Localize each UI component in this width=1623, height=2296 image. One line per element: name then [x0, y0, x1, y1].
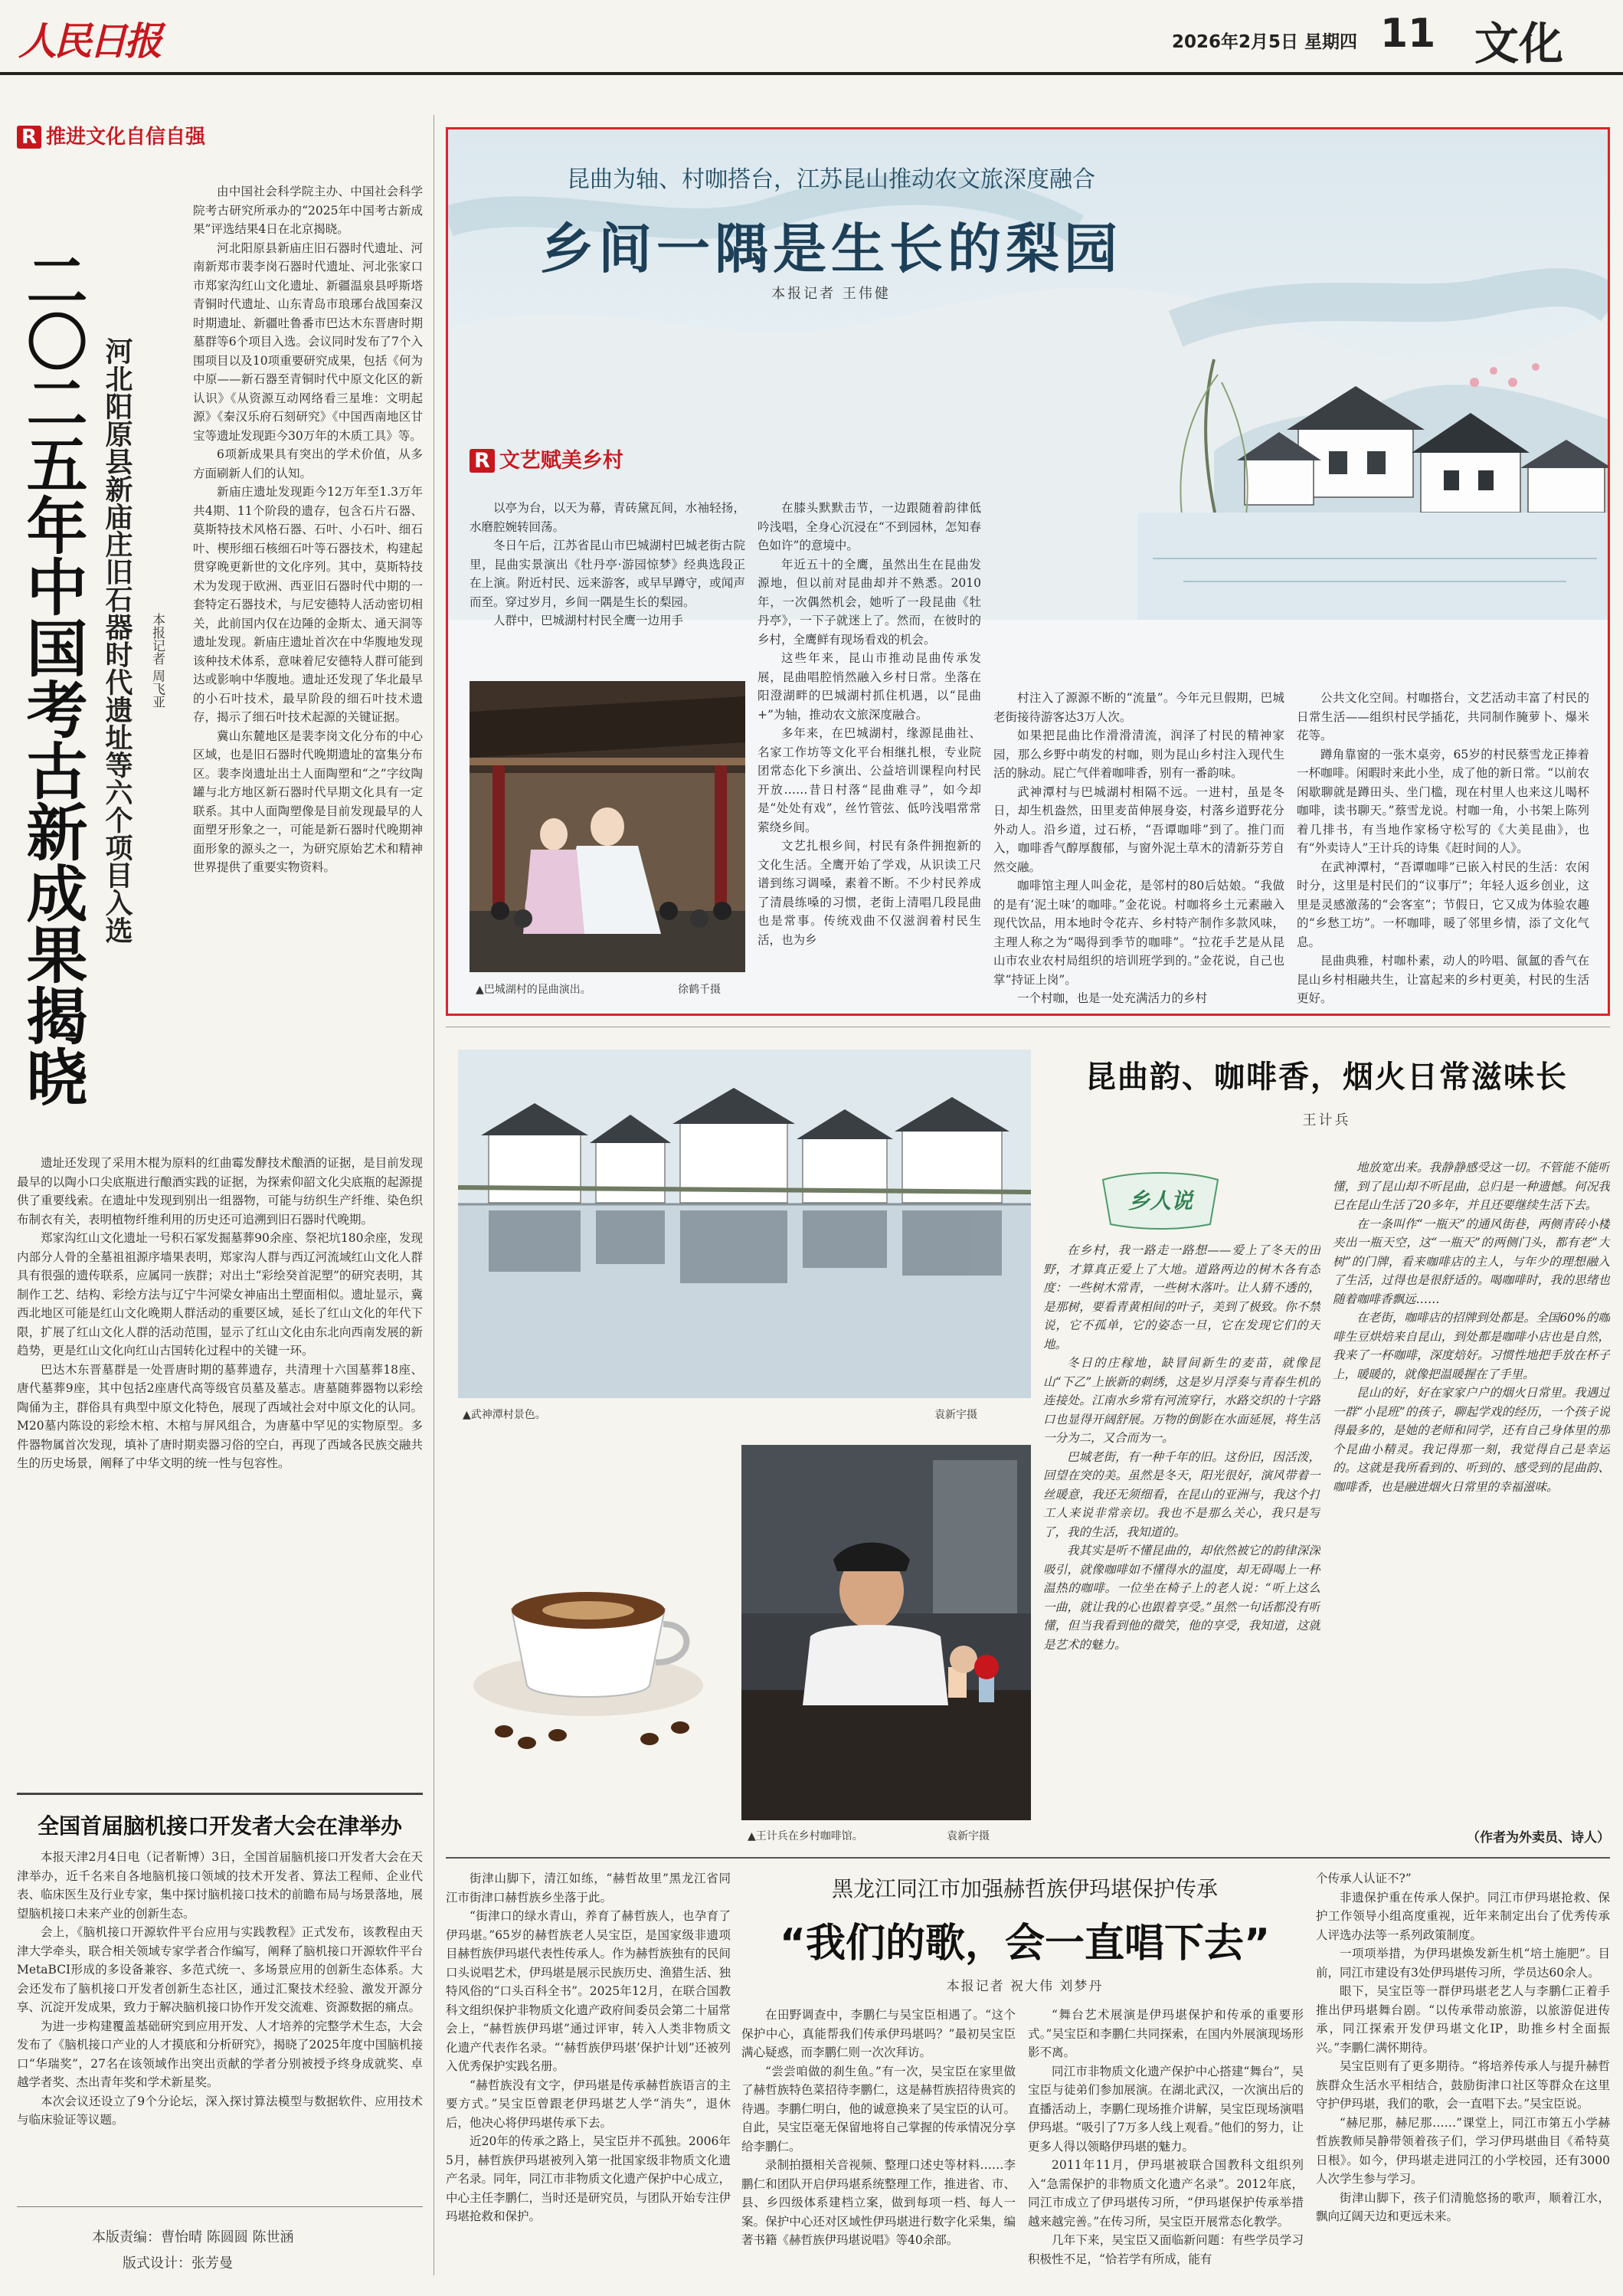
hezhe-headline: “我们的歌，会一直唱下去”: [779, 1921, 1271, 1967]
paragraph: 文艺扎根乡间，村民有条件拥抱新的文化生活。全鹰开始了学戏，从识读工尺谱到练习调嗓，素着不断。不少村民养成了清晨练嗓的习惯，老街上清唱几段昆曲也是常事。传统戏曲不仅滋润着村民生活，也为乡: [758, 839, 981, 947]
paragraph: 会上，《脑机接口开源软件平台应用与实践教程》正式发布，该教程由天津大学牵头，联合相关领域专家学者合作编写，阐释了脑机接口开源软件平台MetaBCI形成的多设备兼容、多范式统一、多场景应用的创新生态体系。大会还发布了脑机接口开发者创新生态社区，通过汇聚技术经验、激发开源分享、沉淀开发成果，致力于解决脑机接口协作开发交流难、资源数据的痛点。: [17, 1925, 423, 2014]
paragraph: 在一条叫作“一瓶天”的通风街巷，两侧青砖小楼夹出一瓶天空，这“一瓶天”的两侧门头，都有老“大树”的门牌，看来咖啡店的主人，与年少的理想融入了生活，过得也是很舒适的。喝咖啡时，我的思绪也随着咖啡香飘远……: [1333, 1217, 1610, 1306]
paragraph: 在老街，咖啡店的招牌到处都是。全国60%的咖啡生豆烘焙来自昆山，到处都是咖啡小店也是自然，我来了一杯咖啡，深度焙好。习惯性地把手放在杯子上，暖暖的，就像把温暖握在了手里。: [1333, 1311, 1610, 1381]
paragraph: 冬日午后，江苏省昆山市巴城湖村巴城老街古院里，昆曲实景演出《牡丹亭·游园惊梦》经典选段正在上演。附近村民、远来游客，或早早蹲守，或闻声而至。穿过岁月，乡间一隅是生长的梨园。: [470, 539, 745, 609]
essay-headline: 昆曲韵、咖啡香，烟火日常滋味长: [1085, 1060, 1568, 1095]
feature-col3: [993, 689, 1284, 1004]
portrait-photo-caption: ▲王计兵在乡村咖啡馆。: [748, 1830, 863, 1842]
paragraph: 在膝头默默击节，一边跟随着韵律低吟浅唱，全身心沉浸在“不到园林，怎知春色如许”的意境中。: [758, 501, 981, 552]
bci-news-body: [17, 1848, 423, 2193]
footer-divider: [17, 2206, 423, 2207]
paragraph: 遗址还发现了采用木棍为原料的红曲霉发酵技术酿酒的证据，是目前发现最早的以陶小口尖底瓶进行酿酒实践的证据，为探索仰韶文化尖底瓶的起源提供了重要线索。在遗址中发现到别出一组器物，可能与纺织生产纤维、染色织布制衣有关，表明植物纤维利用的历史还可追溯到旧石器时代晚期。: [17, 1156, 423, 1227]
paragraph: “街津口的绿水青山，养育了赫哲族人，也孕育了伊玛堪。”65岁的赫哲族老人吴宝臣，是国家级非遗项目赫哲族伊玛堪代表性传承人。作为赫哲族独有的民间口头说唱艺术，伊玛堪是展示民族历史、渔猎生活、独特风俗的“口头百科全书”。2025年12月，在联合国教科文组织保护非物质文化遗产政府间委员会第二十届常会上，“赫哲族伊玛堪”通过评审，转入人类非物质文化遗产代表作名录。“‘赫哲族伊玛堪’保护计划”还被列入优秀保护实践名册。: [446, 1909, 731, 2073]
hezhe-byline: 本报记者 祝大伟 刘梦丹: [946, 1979, 1104, 1994]
paragraph: 吴宝臣则有了更多期待。“将培养传承人与提升赫哲族群众生活水平相结合，鼓励街津口社区等群众在这里守护伊玛堪，我们的歌，会一直唱下去。”吴宝臣说。: [1316, 2059, 1610, 2111]
section-divider: [446, 1857, 1610, 1859]
paragraph: 地放宽出来。我静静感受这一切。不管能不能听懂，到了昆山却不听昆曲，总归是一种遗憾。何况我已在昆山生活了20多年，并且还要继续生活下去。: [1333, 1161, 1610, 1212]
page-designer: 版式设计：张芳曼: [123, 2255, 233, 2271]
kunqu-photo-credit: 徐鹤千摄: [678, 984, 721, 996]
paragraph: 蹲角靠窗的一张木桌旁，65岁的村民蔡雪龙正捧着一杯咖啡。闲暇时来此小坐，成了他的新日常。“以前农闲歇聊就是蹲田头、坐门槛，现在村里人也来这儿喝杯咖啡，读书聊天。”蔡雪龙说。村咖一角，小书架上陈列着几排书，有当地作家杨守松写的《大美昆曲》，也有“外卖诗人”王计兵的诗集《赶时间的人》。: [1297, 747, 1589, 855]
paragraph: 在田野调查中，李鹏仁与吴宝臣相遇了。“这个保护中心，真能帮我们传承伊玛堪吗？”最初吴宝臣满心疑惑，而李鹏仁则一次次拜访。: [741, 2008, 1016, 2059]
feature-headline: 乡间一隅是生长的梨园: [540, 217, 1122, 280]
archaeology-body-top: [193, 182, 423, 1148]
essay-author-note: （作者为外卖员、诗人）: [1467, 1830, 1610, 1846]
paragraph: 人群中，巴城湖村村民全鹰一边用手: [493, 614, 684, 627]
feature-kicker: 昆曲为轴、村咖搭台，江苏昆山推动农文旅深度融合: [567, 166, 1095, 193]
bci-news-title: 全国首届脑机接口开发者大会在津举办: [37, 1813, 402, 1839]
essay-col-b: [1333, 1158, 1610, 1817]
village-scenery-photo: [458, 1050, 1031, 1398]
hezhe-col3: [1316, 1869, 1610, 2283]
feature-column-tag-text: 文艺赋美乡村: [499, 449, 623, 473]
paragraph: “赫哲族没有文字，伊玛堪是传承赫哲族语言的主要方式。”吴宝臣曾跟老伊玛堪艺人学“消失”，退休后，他决心将伊玛堪传承下去。: [446, 2078, 731, 2130]
paragraph: 武神潭村与巴城湖村相隔不远。一进村，虽是冬日，却生机盎然，田里麦苗伸展身姿，村落乡道野花分外动人。沿乡道，过石桥，“吾谭咖啡”到了。推门而入，咖啡香气醇厚馥郁，与窗外泥土草木的清新芬芳自然交融。: [993, 784, 1284, 874]
column-stamp: [1095, 1171, 1225, 1232]
paragraph: 河北阳原县新庙庄旧石器时代遗址、河南新郑市裴李岗石器时代遗址、河北张家口市郑家沟红山文化遗址、新疆温泉县呼斯塔青铜时代遗址、山东青岛市琅琊台战国秦汉时期遗址、新疆吐鲁番市巴达木东晋唐时期墓群等6个项目入选。会议同时发布了7个入围项目以及10项重要研究成果，包括《何为中原——新石器至青铜时代中原文化区的新认识》《从资源互动网络看三星堆：文明起源》《秦汉乐府石刻研究》《中国西南地区甘宝等遗址发现距今30万年的木质工具》等。: [193, 241, 423, 443]
paragraph: 我其实是听不懂昆曲的，却依然被它的韵律深深吸引，就像咖啡如不懂得水的温度，却无碍喝上一杯温热的咖啡。一位坐在椅子上的老人说：“听上这么一曲，就让我的心也跟着享受。”虽然一句话都没有听懂，但当我看到他的微笑，他的享受，我知道，这就是艺术的魅力。: [1043, 1544, 1320, 1652]
paragraph: 本次会议还设立了9个分论坛，深入探讨算法模型与数据软件、应用技术与临床验证等议题。: [17, 2094, 423, 2127]
paragraph: 年近五十的全鹰，虽然出生在昆曲发源地，但以前对昆曲却并不熟悉。2010年，一次偶然机会，她听了一段昆曲《牡丹亭》，一下子就迷上了。然而，在彼时的乡村，全鹰鲜有现场看戏的机会。: [758, 557, 981, 647]
paragraph: 冀山东麓地区是裴李岗文化分布的中心区域，也是旧石器时代晚期遗址的富集分布区。裴李岗遗址出土人面陶塑和“之”字纹陶罐与北方地区新石器时代早期文化具有一定联系。其中人面陶塑像是目前发现最早的人面塑牙形象之一，可能是新石器时代晚期神面形象的源头之一，为研究原始艺术和精神世界提供了重要实物资料。: [193, 729, 423, 874]
paragraph: 2011年11月，伊玛堪被联合国教科文组织列入“急需保护的非物质文化遗产名录”。2012年底，同江市成立了伊玛堪传习所，“伊玛堪保护传承举措越来越完善。”在传习所，吴宝臣开展常态化教学。: [1028, 2158, 1304, 2229]
paragraph: 录制拍摄相关音视频、整理口述史等材料……李鹏仁和团队开启伊玛堪系统整理工作，推进省、市、县、乡四级体系建档立案，做到每项一档、每人一案。保护中心还对区域性伊玛堪进行数字化采集，编著书籍《赫哲族伊玛堪说唱》等40余部。: [741, 2158, 1016, 2247]
section-divider: [17, 1793, 423, 1795]
archaeology-subtitle: 河北阳原县新庙庄旧石器时代遗址等六个项目入选: [101, 337, 133, 944]
paragraph: “舞台艺术展演是伊玛堪保护和传承的重要形式。”吴宝臣和李鹏仁共同探索，在国内外展演现场形影不离。: [1028, 2008, 1304, 2059]
hezhe-kicker: 黑龙江同江市加强赫哲族伊玛堪保护传承: [831, 1876, 1218, 1901]
page-editors: 本版责编：曹怡晴 陈圆圆 陈世涵: [92, 2229, 294, 2245]
paragraph: 这些年来，昆山市推动昆曲传承发展，昆曲唱腔悄然融入乡村日常。坐落在阳澄湖畔的巴城湖村抓住机遇，以“昆曲+”为轴，推动农文旅深度融合。: [758, 651, 981, 722]
masthead-page-number: 11: [1380, 11, 1436, 57]
paragraph: 6项新成果具有突出的学术价值，从多方面刷新人们的认知。: [193, 447, 423, 480]
paragraph: 多年来，在巴城湖村，缘源昆曲社、名家工作坊等文化平台相继扎根，专业院团常态化下乡演出、公益培训课程向村民开放……昔日村落“昆曲难寻”，如今却是“处处有戏”，丝竹管弦、低吟浅唱常常萦绕乡间。: [758, 726, 981, 834]
village-photo-credit: 袁新宇摄: [934, 1409, 977, 1421]
cafe-portrait-illustration: [741, 1445, 1031, 1820]
paragraph: 个传承人认证不?”: [1316, 1872, 1412, 1885]
paragraph: 昆曲典雅，村咖朴素，动人的吟唱、氤氲的香气在昆山乡村相融共生，让富起来的乡村更美，村民的生活更好。: [1297, 954, 1589, 1004]
archaeology-body-bottom: [17, 1154, 423, 1782]
paragraph: 为进一步构建覆盖基础研究到应用开发、人才培养的完整学术生态，大会发布了《脑机接口产业的人才摸底和分析研究》，揭晓了2025年度中国脑机接口“华瑞奖”，27名在该领域作出突出贡献的学者分别被授予终身成就奖、卓越学者奖、杰出青年奖和学术新星奖。: [17, 2019, 423, 2089]
paragraph: 如果把昆曲比作滑滑清流，润泽了村民的精神家园，那么乡野中萌发的村咖，则为昆山乡村注入现代生活的脉动。屁亡气伴着咖啡香，别有一番韵味。: [993, 729, 1284, 780]
coffee-cup-drawing: [458, 1433, 734, 1800]
left-column-tag: [17, 121, 205, 149]
paragraph: 近20年的传承之路上，吴宝臣并不孤独。2006年5月，赫哲族伊玛堪被列入第一批国家级非物质文化遗产名录。同年，同江市非物质文化遗产保护中心成立，中心主任李鹏仁，当时还是研究员，与团队开始专注伊玛堪抢救和保护。: [446, 2134, 731, 2223]
paragraph: 由中国社会科学院主办、中国社会科学院考古研究所承办的“2025年中国考古新成果”评选结果4日在北京揭晓。: [193, 185, 423, 236]
paragraph: 在武神潭村，“吾谭咖啡”已嵌入村民的生活：农闲时分，这里是村民们的“议事厅”；年轻人返乡创业，这里是灵感激荡的“会客室”；节假日，它又成为体验农趣的“乡愁工坊”。一杯咖啡，暖了邻里乡情，添了文化气息。: [1297, 860, 1589, 949]
paragraph: 眼下，吴宝臣等一群伊玛堪老艺人与李鹏仁正着手推出伊玛堪舞台剧。“以传承带动旅游，以旅游促进传承，同江探索开发伊玛堪文化IP，助推乡村全面振兴。”李鹏仁满怀期待。: [1316, 1984, 1610, 2055]
portrait-photo-credit: 袁新宇摄: [947, 1830, 990, 1842]
kunqu-performance-photo: [470, 681, 745, 972]
paragraph: 公共文化空间。村咖搭台，文艺活动丰富了村民的日常生活——组织村民学插花，共同制作腌萝卜、爆米花等。: [1297, 691, 1589, 742]
masthead-date: 2026年2月5日 星期四: [1172, 32, 1358, 52]
paragraph: 冬日的庄稼地，缺冒间新生的麦苗，就像昆山“下乙”上嵌新的刺绣，这是岁月浮奏与青春生机的连接处。江南水乡常有河流穿行，水路交织的十字路口也显得开阔舒展。万物的倒影在水面延展，将生活一分为二，又合而为一。: [1043, 1356, 1320, 1445]
paragraph: 新庙庄遗址发现距今12万年至1.3万年共4期、11个阶段的遗存，包含石片石器、莫斯特技术风格石器、石叶、小石叶、细石叶、楔形细石核细石叶等石器技术，构建起贯穿晚更新世的文化序列。其中，莫斯特技术为发现于欧洲、西亚旧石器时代中期的一套特定石器技术，与尼安德特人活动密切相关，此前国内仅在边陲的金斯太、通天洞等遗址发现。新庙庄遗址首次在中华腹地发现该种技术体系，意味着尼安德特人群可能到达或影响中华腹地。遗址还发现了华北最早的小石叶技术，最早阶段的细石叶技术遗存，揭示了细石叶技术起源的关键证据。: [193, 485, 423, 724]
paragraph: 巴城老街，有一种千年的旧。这份旧，因活泼，回望在突的美。虽然是冬天，阳光很好，演风带着一丝暖意，我还无须细看，在昆山的亚洲与，我这个打工人来说非常亲切。我也不是那么关心，我只是写了，我的生活，我知道的。: [1043, 1449, 1320, 1539]
essay-col-a: [1043, 1241, 1320, 1839]
kunqu-photo-caption: ▲巴城湖村的昆曲演出。: [476, 984, 591, 996]
hezhe-col1: [741, 2006, 1016, 2283]
feature-col1: [470, 499, 745, 671]
hezhe-col0: [446, 1869, 731, 2283]
paragraph: 一个村咖，也是一处充满活力的乡村: [1017, 991, 1208, 1004]
paragraph: 同江市非物质文化遗产保护中心搭建“舞台”，吴宝臣与徒弟们参加展演。在湖北武汉，一次演出后的直播活动上，李鹏仁现场推介讲解，吴宝臣现场演唱伊玛堪。“吸引了7万多人线上观看。”他们的努力，让更多人得以领略伊玛堪的魅力。: [1028, 2064, 1304, 2154]
paragraph: 一项项举措，为伊玛堪焕发新生机“培土施肥”。目前，同江市建设有3处伊玛堪传习所，学员达60余人。: [1316, 1947, 1610, 1980]
feature-col2: [758, 499, 981, 1004]
paragraph: 郑家沟红山文化遗址一号积石冢发掘墓葬90余座、祭祀坑180余座，发现内部分人骨的全墓祖祖源序墙果表明，郑家沟人群与西辽河流域红山文化人群具有很强的遗传联系，应属同一族群；对出土“彩绘癸首泥塑”的研究表明，其制作工艺、结构、彩绘方法与辽宁牛河梁女神庙出土塑面相似。遗址显示，冀西北地区可能是红山文化晚期人群活动的重要区域，延长了红山文化的年代下限，扩展了红山文化人群的活动范围，显示了红山文化由东北向西南发展的新趋势，更是红山文化向红山古国转化过程中的关键一环。: [17, 1231, 423, 1358]
village-photo-caption: ▲武神潭村景色。: [463, 1409, 546, 1421]
tag-badge-icon: R: [17, 126, 41, 149]
paragraph: “尝尝咱做的刹生鱼。”有一次，吴宝臣在家里做了赫哲族特色菜招待李鹏仁，这是赫哲族招待贵宾的待遇。李鹏仁明白，他的诚意换来了吴宝臣的认可。自此，吴宝臣毫无保留地将自己掌握的传承情况分享给李鹏仁。: [741, 2064, 1016, 2154]
coffee-cup-illustration: [458, 1433, 734, 1800]
tag-badge-icon: R: [470, 449, 495, 473]
paragraph: 几年下来，吴宝臣又面临新问题：有些学员学习积极性不足，“恰若学有所成，能有: [1028, 2233, 1304, 2266]
archaeology-byline: 本报记者 周飞亚: [149, 613, 165, 709]
masthead-section: 文化: [1474, 18, 1564, 70]
paragraph: 街津山脚下，清江如练，“赫哲故里”黑龙江省同江市街津口赫哲族乡坐落于此。: [446, 1872, 731, 1905]
feature-byline: 本报记者 王伟健: [771, 286, 891, 302]
paragraph: 巴达木东晋墓群是一处晋唐时期的墓葬遗存，共清理十六国墓葬18座、唐代墓葬9座，其中包括2座唐代高等级官员墓及墓志。唐墓随葬器物以彩绘陶俑为主，群俗具有典型中原文化特色，展现了西域社会对中原文化的认同。M20墓内陈设的彩绘木棺、木棺与屏风组合，为唐墓中罕见的实物原型。多件器物属首次发现，填补了唐时期卖器习俗的空白，再现了西域各民族交融共生的历史场景，阐释了中华文明的统一性与包容性。: [17, 1362, 423, 1470]
paragraph: “赫尼那，赫尼那……”课堂上，同江市第五小学赫哲族教师吴静带领着孩子们，学习伊玛堪曲目《希特莫日根》。如今，伊玛堪走进同江的小学校园，还有3000人次学生参与学习。: [1316, 2115, 1610, 2186]
paragraph: 村注入了源源不断的“流量”。今年元旦假期，巴城老街接待游客达3万人次。: [993, 691, 1284, 724]
hezhe-col2: [1028, 2006, 1304, 2283]
paragraph: 本报天津2月4日电（记者靳博）3日，全国首届脑机接口开发者大会在天津举办，近千名来自各地脑机接口领域的技术开发者、算法工程师、企业代表、临床医生及行业专家，集中探讨脑机接口技术的前瞻布局与场景落地，展望脑机接口未来产业的创新生态。: [17, 1850, 423, 1921]
masthead-rule: [0, 72, 1623, 75]
paragraph: 以亭为台，以天为幕，青砖黛瓦间，水袖轻扬，水磨腔婉转回荡。: [470, 501, 745, 534]
archaeology-headline: 二〇二五年中国考古新成果揭晓: [16, 249, 87, 1107]
essay-author: 王计兵: [1302, 1112, 1351, 1128]
masthead-logo: 人民日报: [18, 18, 159, 64]
left-column-tag-text: 推进文化自信自强: [46, 126, 206, 149]
paragraph: 在乡村，我一路走一路想——爱上了冬天的田野，才算真正爱上了大地。道路两边的树木各有态度：一些树木常青，一些树木落叶。让人猜不透的，是那树，要看青黄相间的叶子，美到了极致。你不禁说，它不孤单，它的姿态一旦，它在发现它们的天地。: [1043, 1243, 1320, 1351]
feature-box: [446, 127, 1610, 1016]
village-scenery-illustration: [458, 1050, 1031, 1398]
paragraph: 昆山的好，好在家家户户的烟火日常里。我遇过一群“小昆班”的孩子，聊起学戏的经历，一个孩子说得最多的，是她的老师和同学，还有自己身体里的那个昆曲小精灵。我记得那一刻，我觉得自己是幸运的。这就是我所看到的、听到的、感受到的昆曲韵、咖啡香，也是融进烟火日常里的幸福滋味。: [1333, 1386, 1610, 1494]
feature-column-tag: [470, 444, 623, 473]
paragraph: 街津山脚下，孩子们清脆悠扬的歌声，顺着江水，飘向辽阔天边和更远未来。: [1316, 2190, 1610, 2223]
paragraph: 非遗保护重在传承人保护。同江市伊玛堪抢救、保护工作领导小组高度重视，近年来制定出台了优秀传承人评选办法等一系列政策制度。: [1316, 1890, 1610, 1942]
masthead: [0, 0, 1623, 74]
column-stamp-text: 乡人说: [1127, 1188, 1193, 1214]
wang-jibing-photo: [741, 1445, 1031, 1820]
feature-col4: [1297, 689, 1589, 1004]
kunqu-performance-illustration: [470, 681, 745, 972]
paragraph: 咖啡馆主理人叫金花，是邻村的80后姑娘。“我做的是有‘泥土味’的咖啡。”金花说。村咖将乡土元素融入现代饮品，用本地时令花卉、乡村特产制作多款风味，主理人称之为“喝得到季节的咖啡”。“拉花手艺是从昆山市农业农村局组织的培训班学到的。”金花说，自己也掌“持证上岗”。: [993, 879, 1284, 987]
